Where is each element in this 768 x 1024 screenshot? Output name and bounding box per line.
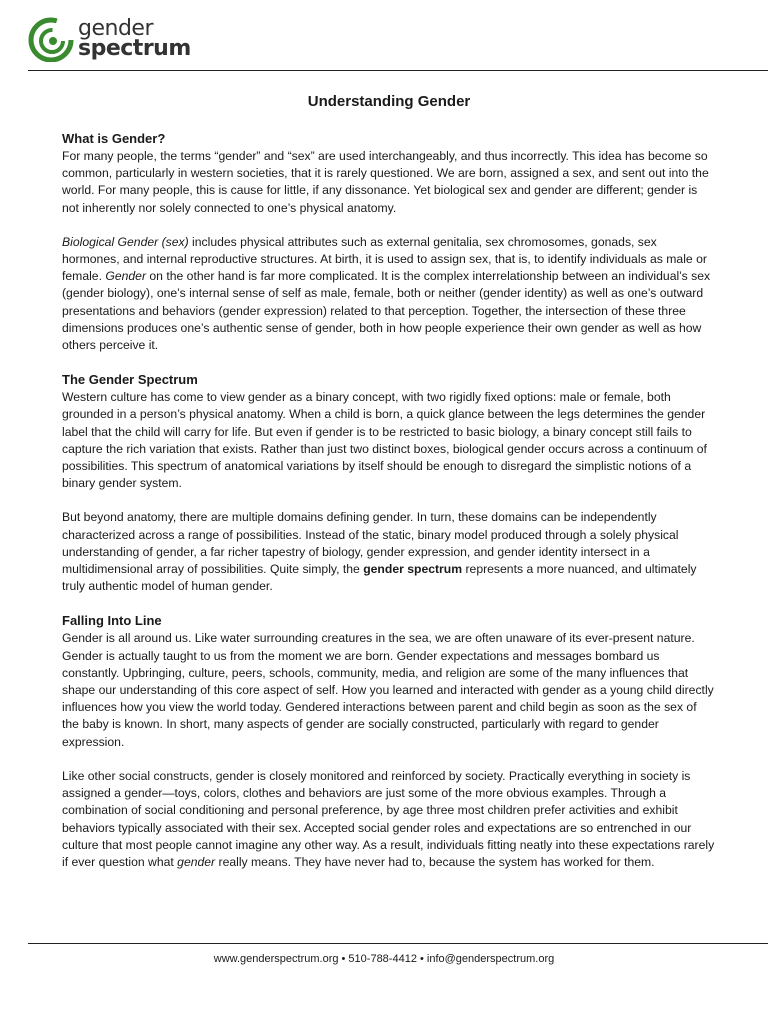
paragraph (62, 148, 716, 217)
logo-wordmark (78, 16, 191, 61)
section-heading: Falling Into Line (62, 613, 162, 629)
footer-divider (28, 943, 768, 944)
logo (28, 14, 191, 64)
paragraph (62, 234, 716, 354)
document-body (62, 86, 716, 888)
text-run: on the other hand is far more complicated. It is the complex interrelationship between an individual’s sex (gender biology), one’s internal sense of self as male, female, both or neither (gender identity) as well as one’s outward presentations and behaviors (gender expression) related to that perception. Together, the intersection of these three dimensions produces one’s authentic sense of gender, both in how people experience their own gender as well as how others perceive it. (62, 269, 711, 353)
text-run: For many people, the terms “gender” and “sex” are used interchangeably, and thus incorrectly. This idea has become so common, particularly in western societies, that it is rarely questioned. We are born, assigned a sex, and sent out into the world. For many people, this is cause for little, if any dissonance. Yet biological sex and gender are different; gender is not inherently nor solely connected to one’s physical anatomy. (62, 149, 709, 215)
paragraph (62, 630, 716, 750)
text-run: Gender is all around us. Like water surrounding creatures in the sea, we are often unaware of its ever-present nature. Gender is actually taught to us from the moment we are born. Gender expectations and messages bombard us constantly. Upbringing, culture, peers, schools, community, media, and religion are some of the many influences that shape our understanding of this core aspect of self. How you learned and interacted with gender as a young child directly influences how you view the world today. Gendered interactions between parent and child begin as soon as the sex of the baby is known. In short, many aspects of gender are socially constructed, particularly with regard to gender expression. (62, 631, 714, 749)
text-run: really means. They have never had to, because the system has worked for them. (215, 854, 655, 869)
section-heading: The Gender Spectrum (62, 372, 198, 388)
text-run: But beyond anatomy, there are multiple domains defining gender. In turn, these domains can be independently characterized across a range of possibilities. Instead of the static, binary model produced through a solely physical understanding of gender, a far richer tapestry of biology, gender expression, and gender identity intersect in a multidimensional array of possibilities. Quite simply, the (62, 510, 679, 577)
footer-contact: www.genderspectrum.org • 510-788-4412 • info@genderspectrum.org (213, 953, 555, 965)
text-run: Like other social constructs, gender is closely monitored and reinforced by society. Practically everything in society is assigned a gender—toys, colors, clothes and behaviors are just some of the more obvious examples. Through a combination of social conditioning and personal preference, by age three most children prefer activities and exhibit behaviors typically associated with their sex. Accepted social gender roles and expectations are so entrenched in our culture that most people cannot imagine any other way. As a result, individuals fitting neatly into these expectations rarely if ever question what (62, 768, 715, 869)
text-run: Biological Gender (sex) (62, 234, 189, 249)
text-run: gender (177, 854, 216, 869)
text-run: represents a more nuanced, and ultimately truly authentic model of human gender. (62, 562, 697, 594)
spiral-logo-icon (28, 16, 74, 62)
text-run: gender spectrum (363, 562, 463, 577)
document-title: Understanding Gender (307, 93, 471, 110)
paragraph (62, 389, 716, 492)
logo-line-1: gender (78, 16, 153, 41)
section-heading: What is Gender? (62, 131, 166, 146)
text-run: Gender (105, 269, 147, 284)
paragraph (62, 768, 716, 871)
text-run: includes physical attributes such as external genitalia, sex chromosomes, gonads, sex hormones, and internal reproductive structures. At birth, it is used to assign sex, that is, to identify individuals as male or female. (62, 234, 707, 284)
paragraph (62, 509, 716, 595)
header-divider (28, 70, 768, 71)
sections-container (62, 130, 716, 871)
logo-line-2: spectrum (78, 36, 191, 61)
text-run: Western culture has come to view gender as a binary concept, with two rigidly fixed options: male or female, both grounded in a person’s physical anatomy. When a child is born, a quick glance between the legs determines the gender label that the child will carry for life. But even if gender is to be restricted to basic biology, a binary concept still fails to capture the rich variation that exists. Rather than just two distinct boxes, biological gender occurs across a continuum of possibilities. This spectrum of anatomical variations by itself should be enough to disregard the simplistic notions of a binary gender system. (62, 390, 707, 491)
